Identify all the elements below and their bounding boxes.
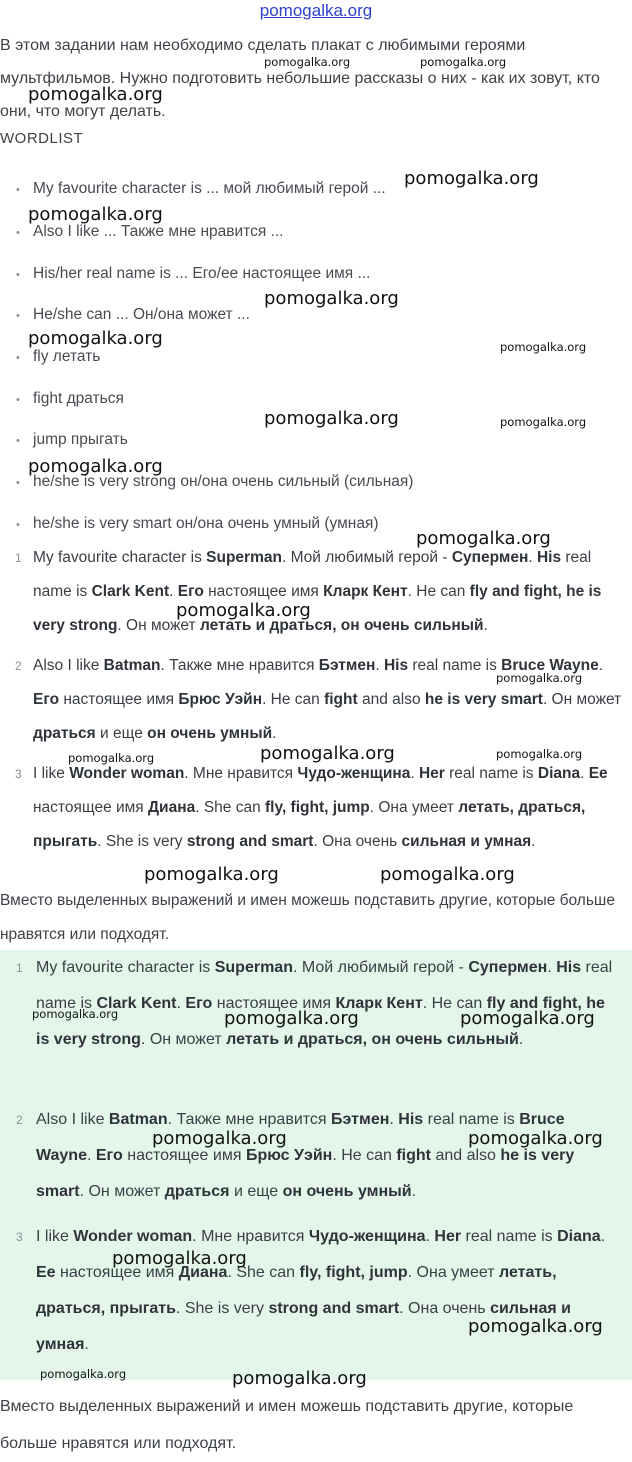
plain-text: и еще bbox=[95, 725, 148, 742]
emphasis-text: Бэтмен bbox=[318, 657, 376, 674]
emphasis-text: fly and fight, he is very strong bbox=[33, 583, 602, 634]
plain-text: настоящее имя bbox=[59, 691, 179, 708]
emphasis-text: Диана bbox=[148, 799, 196, 816]
plain-text: . Он может bbox=[117, 617, 200, 634]
bullet-icon: • bbox=[16, 269, 20, 281]
watermark: pomogalka.org bbox=[496, 747, 583, 761]
watermark: pomogalka.org bbox=[152, 1128, 287, 1149]
emphasis-text: Кларк Кент bbox=[323, 583, 408, 600]
plain-text: . Он может bbox=[542, 691, 622, 708]
plain-text: . Она очень bbox=[399, 1300, 491, 1317]
plain-text: настоящее имя bbox=[33, 799, 149, 816]
emphasis-text: he is very smart bbox=[424, 691, 543, 708]
plain-text: . He can bbox=[332, 1147, 397, 1164]
plain-text: Also I like bbox=[36, 1111, 109, 1128]
plain-text: . She is very bbox=[175, 1300, 269, 1317]
emphasis-text: он очень умный bbox=[147, 725, 273, 742]
example-text bbox=[33, 541, 628, 643]
bullet-icon: • bbox=[16, 394, 20, 406]
watermark: pomogalka.org bbox=[176, 600, 311, 621]
example-text bbox=[33, 649, 628, 751]
bullet-icon: • bbox=[16, 435, 20, 447]
answer-text bbox=[36, 1102, 621, 1210]
wordlist-item: • Also I like ... Также мне нравится ... bbox=[0, 223, 283, 241]
plain-text: real name is bbox=[408, 657, 502, 674]
bullet-icon: • bbox=[16, 227, 20, 239]
emphasis-text: Бэтмен bbox=[331, 1111, 390, 1128]
watermark: pomogalka.org bbox=[420, 55, 507, 69]
plain-text: . Мне нравится bbox=[184, 765, 298, 782]
emphasis-text: летать и драться, он очень сильный bbox=[226, 1031, 519, 1048]
plain-text: . bbox=[410, 765, 419, 782]
bullet-icon: • bbox=[16, 352, 20, 364]
emphasis-text: fly, fight, jump bbox=[299, 1264, 408, 1281]
plain-text: . bbox=[176, 995, 186, 1012]
emphasis-text: Batman bbox=[108, 1111, 168, 1128]
emphasis-text: His bbox=[556, 959, 582, 976]
watermark: pomogalka.org bbox=[40, 1367, 127, 1381]
emphasis-text: Wonder woman bbox=[69, 765, 185, 782]
plain-text: . She can bbox=[227, 1264, 300, 1281]
plain-text: . bbox=[375, 657, 384, 674]
plain-text: . He can bbox=[407, 583, 470, 600]
emphasis-text: Clark Kent bbox=[91, 583, 170, 600]
emphasis-text: Clark Kent bbox=[96, 995, 177, 1012]
answer-item bbox=[0, 1102, 632, 1210]
emphasis-text: he is very smart bbox=[36, 1147, 575, 1200]
emphasis-text: Его bbox=[185, 995, 213, 1012]
example-item bbox=[0, 757, 632, 859]
plain-text: настоящее имя bbox=[122, 1147, 246, 1164]
wordlist-item: • fight драться bbox=[0, 390, 124, 408]
watermark: pomogalka.org bbox=[68, 751, 155, 765]
emphasis-text: Ее bbox=[36, 1264, 56, 1281]
answer-item bbox=[0, 950, 632, 1058]
plain-text: Also I like bbox=[33, 657, 104, 674]
answer-number: 2 bbox=[16, 1113, 23, 1127]
emphasis-text: His bbox=[398, 1111, 424, 1128]
plain-text: . bbox=[600, 1228, 606, 1245]
emphasis-text: Her bbox=[418, 765, 445, 782]
answer-number: 1 bbox=[16, 961, 23, 975]
watermark: pomogalka.org bbox=[28, 204, 163, 225]
emphasis-text: Wonder woman bbox=[73, 1228, 193, 1245]
plain-text: . Мой любимый герой - bbox=[292, 959, 469, 976]
wordlist-item: • He/she can ... Он/она может ... bbox=[0, 306, 250, 324]
wordlist-title: WORDLIST bbox=[0, 130, 84, 147]
plain-text: . Она умеет bbox=[407, 1264, 500, 1281]
emphasis-text: Брюс Уэйн bbox=[178, 691, 263, 708]
plain-text: . Также мне нравится bbox=[167, 1111, 332, 1128]
plain-text: I like bbox=[33, 765, 70, 782]
wordlist-item: • fly летать bbox=[0, 348, 100, 366]
emphasis-text: драться bbox=[164, 1183, 230, 1200]
plain-text: . bbox=[518, 1031, 524, 1048]
plain-text: . bbox=[547, 959, 557, 976]
plain-text: . Мне нравится bbox=[192, 1228, 309, 1245]
plain-text: . bbox=[169, 583, 178, 600]
plain-text: . bbox=[580, 765, 589, 782]
emphasis-text: Брюс Уэйн bbox=[245, 1147, 333, 1164]
emphasis-text: летать и драться, он очень сильный bbox=[199, 617, 484, 634]
plain-text: настоящее имя bbox=[55, 1264, 179, 1281]
example-text bbox=[33, 757, 628, 859]
emphasis-text: His bbox=[536, 549, 562, 566]
plain-text: My favourite character is bbox=[33, 549, 207, 566]
intro-paragraph: В этом задании нам необходимо сделать плакат с любимыми героями мультфильмов. Нужно подготовить небольшие рассказы о них - как их зовут, кто они, что могут делать. bbox=[0, 37, 600, 120]
plain-text: . bbox=[528, 549, 537, 566]
emphasis-text: Его bbox=[177, 583, 204, 600]
emphasis-text: сильная и умная bbox=[401, 833, 532, 850]
wordlist-item: • he/she is very strong он/она очень сильный (сильная) bbox=[0, 473, 413, 491]
plain-text: . Также мне нравится bbox=[160, 657, 319, 674]
watermark: pomogalka.org bbox=[112, 1248, 247, 1269]
plain-text: real name is bbox=[444, 765, 538, 782]
site-header-link[interactable]: pomogalka.org bbox=[259, 1, 373, 20]
emphasis-text: Diana bbox=[537, 765, 581, 782]
emphasis-text: strong and smart bbox=[186, 833, 314, 850]
plain-text: . He can bbox=[422, 995, 487, 1012]
plain-text: настоящее имя bbox=[203, 583, 324, 600]
watermark: pomogalka.org bbox=[28, 84, 163, 105]
bullet-icon: • bbox=[16, 184, 20, 196]
bullet-icon: • bbox=[16, 519, 20, 531]
watermark: pomogalka.org bbox=[416, 528, 551, 549]
emphasis-text: он очень умный bbox=[282, 1183, 412, 1200]
emphasis-text: летать, драться, прыгать bbox=[36, 1264, 557, 1317]
plain-text: . bbox=[598, 657, 604, 674]
plain-text: . Он может bbox=[79, 1183, 165, 1200]
plain-text: . Мой любимый герой - bbox=[281, 549, 452, 566]
emphasis-text: Чудо-женщина bbox=[297, 765, 411, 782]
watermark: pomogalka.org bbox=[28, 328, 163, 349]
emphasis-text: His bbox=[383, 657, 409, 674]
watermark: pomogalka.org bbox=[460, 1008, 595, 1029]
watermark: pomogalka.org bbox=[380, 864, 515, 885]
answer-item bbox=[0, 1219, 632, 1363]
bullet-icon: • bbox=[16, 477, 20, 489]
emphasis-text: fight bbox=[396, 1147, 431, 1164]
emphasis-text: fly and fight, he is very strong bbox=[36, 995, 605, 1048]
emphasis-text: Bruce Wayne bbox=[36, 1111, 565, 1164]
plain-text: . bbox=[84, 1336, 89, 1353]
plain-text: real name is bbox=[33, 549, 592, 600]
watermark: pomogalka.org bbox=[468, 1316, 603, 1337]
emphasis-text: fight bbox=[324, 691, 358, 708]
plain-text: I like bbox=[36, 1228, 74, 1245]
watermark: pomogalka.org bbox=[144, 864, 279, 885]
watermark: pomogalka.org bbox=[496, 671, 583, 685]
watermark: pomogalka.org bbox=[260, 743, 395, 764]
plain-text: My favourite character is bbox=[36, 959, 215, 976]
emphasis-text: Кларк Кент bbox=[335, 995, 423, 1012]
bullet-icon: • bbox=[16, 310, 20, 322]
wordlist-item: • jump прыгать bbox=[0, 431, 128, 449]
watermark: pomogalka.org bbox=[32, 1007, 119, 1021]
plain-text: . Она очень bbox=[313, 833, 402, 850]
plain-text: . She is very bbox=[97, 833, 187, 850]
plain-text: . bbox=[272, 725, 277, 742]
outro-paragraph: Вместо выделенных выражений и имен можешь подставить другие, которые больше нравятся или подходят. bbox=[0, 892, 615, 943]
emphasis-text: Diana bbox=[557, 1228, 601, 1245]
emphasis-text: Superman bbox=[214, 959, 293, 976]
emphasis-text: Ее bbox=[588, 765, 608, 782]
emphasis-text: Batman bbox=[103, 657, 161, 674]
wordlist-item: • he/she is very smart он/она очень умный (умная) bbox=[0, 515, 379, 533]
answer-text bbox=[36, 1219, 621, 1363]
outro-paragraph-2: Вместо выделенных выражений и имен можешь подставить другие, которые больше нравятся или подходят. bbox=[0, 1398, 574, 1452]
plain-text: . Он может bbox=[140, 1031, 227, 1048]
plain-text: real name is bbox=[461, 1228, 558, 1245]
watermark: pomogalka.org bbox=[468, 1128, 603, 1149]
example-item bbox=[0, 541, 632, 643]
example-number: 2 bbox=[15, 659, 22, 673]
emphasis-text: Bruce Wayne bbox=[501, 657, 599, 674]
emphasis-text: Его bbox=[33, 691, 60, 708]
example-number: 1 bbox=[15, 551, 22, 565]
plain-text: . bbox=[425, 1228, 435, 1245]
watermark: pomogalka.org bbox=[232, 1368, 367, 1389]
watermark: pomogalka.org bbox=[28, 456, 163, 477]
plain-text: . Она умеет bbox=[369, 799, 459, 816]
plain-text: . He can bbox=[262, 691, 325, 708]
plain-text: . bbox=[531, 833, 536, 850]
emphasis-text: strong and smart bbox=[268, 1300, 400, 1317]
answer-text bbox=[36, 950, 621, 1058]
watermark: pomogalka.org bbox=[224, 1008, 359, 1029]
plain-text: . She can bbox=[195, 799, 265, 816]
emphasis-text: сильная и умная bbox=[36, 1300, 571, 1353]
watermark: pomogalka.org bbox=[264, 55, 351, 69]
emphasis-text: Его bbox=[95, 1147, 123, 1164]
emphasis-text: Диана bbox=[178, 1264, 228, 1281]
plain-text: and also bbox=[431, 1147, 501, 1164]
answer-number: 3 bbox=[16, 1230, 23, 1244]
emphasis-text: Супермен bbox=[451, 549, 529, 566]
plain-text: . bbox=[389, 1111, 399, 1128]
watermark: pomogalka.org bbox=[500, 340, 587, 354]
emphasis-text: Чудо-женщина bbox=[308, 1228, 426, 1245]
plain-text: и еще bbox=[229, 1183, 283, 1200]
emphasis-text: Супермен bbox=[468, 959, 548, 976]
watermark: pomogalka.org bbox=[264, 288, 399, 309]
plain-text: . bbox=[86, 1147, 96, 1164]
emphasis-text: драться bbox=[33, 725, 96, 742]
example-number: 3 bbox=[15, 767, 22, 781]
watermark: pomogalka.org bbox=[264, 408, 399, 429]
plain-text: and also bbox=[357, 691, 425, 708]
emphasis-text: Superman bbox=[206, 549, 282, 566]
watermark: pomogalka.org bbox=[500, 415, 587, 429]
plain-text: real name is bbox=[36, 959, 613, 1012]
wordlist-item: • My favourite character is ... мой любимый герой ... bbox=[0, 180, 386, 198]
plain-text: настоящее имя bbox=[212, 995, 336, 1012]
emphasis-text: Her bbox=[434, 1228, 462, 1245]
plain-text: real name is bbox=[423, 1111, 520, 1128]
watermark: pomogalka.org bbox=[404, 168, 539, 189]
example-item bbox=[0, 649, 632, 751]
emphasis-text: fly, fight, jump bbox=[265, 799, 370, 816]
plain-text: . bbox=[411, 1183, 417, 1200]
plain-text: . bbox=[483, 617, 488, 634]
wordlist-item: • His/her real name is ... Его/ее настоящее имя ... bbox=[0, 265, 370, 283]
emphasis-text: летать, драться, прыгать bbox=[33, 799, 586, 850]
